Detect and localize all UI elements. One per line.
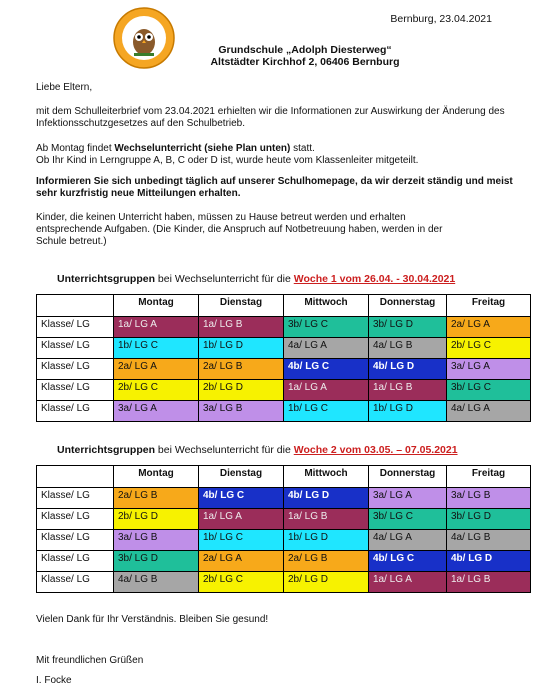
schedule-cell: 2b/ LG C — [199, 572, 284, 593]
schedule-cell: 4b/ LG C — [199, 488, 284, 509]
schedule-1-header-row — [37, 295, 531, 317]
schedule-cell: 4a/ LG B — [114, 572, 199, 593]
schedule-cell: 1a/ LG A — [114, 317, 199, 338]
schedule-cell: 2a/ LG A — [114, 359, 199, 380]
paragraph-3: Informieren Sie sich unbedingt täglich auf unserer Schulhomepage, da wir derzeit ständig und meist sehr kurzfristig neue Mitteilungen erhalten. — [36, 176, 513, 199]
row-label: Klasse/ LG — [37, 317, 114, 338]
header-day: Mittwoch — [284, 295, 369, 317]
schedule-1-table — [36, 294, 531, 422]
schedule-cell: 1b/ LG C — [114, 338, 199, 359]
schedule-2-header-row — [37, 466, 531, 488]
header-empty — [37, 295, 114, 317]
schedule-cell: 3a/ LG B — [114, 530, 199, 551]
schedule-cell: 1a/ LG A — [369, 572, 447, 593]
schedule-2-title-bold: Unterrichtsgruppen — [57, 444, 156, 456]
row-label: Klasse/ LG — [37, 509, 114, 530]
table-row — [37, 338, 531, 359]
row-label: Klasse/ LG — [37, 380, 114, 401]
closing-line: Mit freundlichen Grüßen — [36, 655, 144, 666]
row-label: Klasse/ LG — [37, 359, 114, 380]
table-row — [37, 572, 531, 593]
schedule-cell: 4a/ LG A — [369, 530, 447, 551]
schedule-1-title — [57, 273, 455, 286]
schedule-cell: 3b/ LG D — [114, 551, 199, 572]
schedule-cell: 1b/ LG D — [199, 338, 284, 359]
school-name: Grundschule „Adolph Diesterweg“ — [218, 44, 392, 56]
schedule-cell: 2b/ LG D — [284, 572, 369, 593]
table-row — [37, 359, 531, 380]
schedule-1-title-bold: Unterrichtsgruppen — [57, 273, 156, 285]
signature: I. Focke — [36, 675, 72, 686]
schedule-cell: 4a/ LG B — [369, 338, 447, 359]
table-row — [37, 380, 531, 401]
schedule-cell: 1b/ LG C — [284, 401, 369, 422]
table-row — [37, 317, 531, 338]
header-day: Montag — [114, 295, 199, 317]
schedule-cell: 1a/ LG A — [284, 380, 369, 401]
header-day: Donnerstag — [369, 466, 447, 488]
paragraph-1: mit dem Schulleiterbrief vom 23.04.2021 erhielten wir die Informationen zur Auswirkung der Änderung des Infektionsschutzgesetzes auf den Schulbetrieb. — [36, 106, 505, 129]
header-empty — [37, 466, 114, 488]
schedule-cell: 1b/ LG D — [369, 401, 447, 422]
header-day: Mittwoch — [284, 466, 369, 488]
schedule-cell: 3a/ LG B — [199, 401, 284, 422]
row-label: Klasse/ LG — [37, 488, 114, 509]
schedule-cell: 2a/ LG A — [447, 317, 531, 338]
paragraph-2 — [36, 143, 526, 167]
schedule-cell: 2b/ LG C — [114, 380, 199, 401]
schedule-cell: 3b/ LG C — [447, 380, 531, 401]
paragraph-4: Kinder, die keinen Unterricht haben, müssen zu Hause betreut werden und erhalten entsprechende Aufgaben. (Die Kinder, die Anspruch auf Notbetreuung haben, werden in der Schule betreut.) — [36, 212, 443, 247]
row-label: Klasse/ LG — [37, 338, 114, 359]
schedule-2-body — [37, 488, 531, 593]
header-day: Donnerstag — [369, 295, 447, 317]
schedule-cell: 2a/ LG B — [284, 551, 369, 572]
schedule-1-body — [37, 317, 531, 422]
table-row — [37, 488, 531, 509]
schedule-2-title-mid: bei Wechselunterricht für die — [155, 444, 294, 456]
schedule-cell: 3b/ LG C — [369, 509, 447, 530]
schedule-cell: 1a/ LG B — [284, 509, 369, 530]
table-row — [37, 401, 531, 422]
schedule-cell: 1a/ LG B — [199, 317, 284, 338]
paragraph-2-bold: Wechselunterricht (siehe Plan unten) — [114, 143, 291, 154]
schedule-cell: 4b/ LG D — [447, 551, 531, 572]
schedule-cell: 1b/ LG D — [284, 530, 369, 551]
schedule-cell: 4b/ LG C — [284, 359, 369, 380]
table-row — [37, 530, 531, 551]
schedule-cell: 4a/ LG B — [447, 530, 531, 551]
schedule-cell: 3a/ LG A — [369, 488, 447, 509]
paragraph-2-post: statt. — [290, 143, 315, 154]
schedule-cell: 4a/ LG A — [284, 338, 369, 359]
table-row — [37, 551, 531, 572]
table-row — [37, 509, 531, 530]
greeting: Liebe Eltern, — [36, 82, 93, 93]
row-label: Klasse/ LG — [37, 530, 114, 551]
schedule-cell: 4a/ LG A — [447, 401, 531, 422]
schedule-cell: 2b/ LG D — [199, 380, 284, 401]
schedule-2-week: Woche 2 vom 03.05. – 07.05.2021 — [293, 444, 458, 456]
schedule-cell: 3a/ LG B — [447, 488, 531, 509]
thanks-line: Vielen Dank für Ihr Verständnis. Bleiben Sie gesund! — [36, 614, 269, 625]
schedule-cell: 1a/ LG B — [447, 572, 531, 593]
schedule-cell: 3b/ LG C — [284, 317, 369, 338]
row-label: Klasse/ LG — [37, 572, 114, 593]
header-day: Freitag — [447, 466, 531, 488]
header-day: Montag — [114, 466, 199, 488]
schedule-cell: 4b/ LG D — [369, 359, 447, 380]
schedule-2-table — [36, 465, 531, 593]
header-day: Dienstag — [199, 295, 284, 317]
schedule-cell: 2a/ LG B — [199, 359, 284, 380]
schedule-cell: 3b/ LG D — [369, 317, 447, 338]
schedule-2-title — [57, 444, 458, 457]
schedule-cell: 3b/ LG D — [447, 509, 531, 530]
row-label: Klasse/ LG — [37, 551, 114, 572]
paragraph-2-line2: Ob Ihr Kind in Lerngruppe A, B, C oder D ist, wurde heute vom Klassenleiter mitgeteilt. — [36, 155, 419, 166]
schedule-cell: 1a/ LG A — [199, 509, 284, 530]
school-address: Altstädter Kirchhof 2, 06406 Bernburg — [210, 56, 400, 68]
schedule-cell: 4b/ LG C — [369, 551, 447, 572]
schedule-cell: 2a/ LG A — [199, 551, 284, 572]
header-day: Freitag — [447, 295, 531, 317]
schedule-cell: 3a/ LG A — [447, 359, 531, 380]
letter-date: Bernburg, 23.04.2021 — [390, 13, 492, 25]
owl-school-logo — [112, 6, 176, 70]
schedule-cell: 1a/ LG B — [369, 380, 447, 401]
paragraph-2-pre: Ab Montag findet — [36, 143, 115, 154]
schedule-cell: 3a/ LG A — [114, 401, 199, 422]
row-label: Klasse/ LG — [37, 401, 114, 422]
schedule-1-title-mid: bei Wechselunterricht für die — [155, 273, 294, 285]
header-day: Dienstag — [199, 466, 284, 488]
schedule-cell: 2b/ LG C — [447, 338, 531, 359]
schedule-cell: 2b/ LG D — [114, 509, 199, 530]
schedule-cell: 4b/ LG D — [284, 488, 369, 509]
schedule-cell: 2a/ LG B — [114, 488, 199, 509]
schedule-1-week: Woche 1 vom 26.04. - 30.04.2021 — [293, 273, 456, 285]
schedule-cell: 1b/ LG C — [199, 530, 284, 551]
